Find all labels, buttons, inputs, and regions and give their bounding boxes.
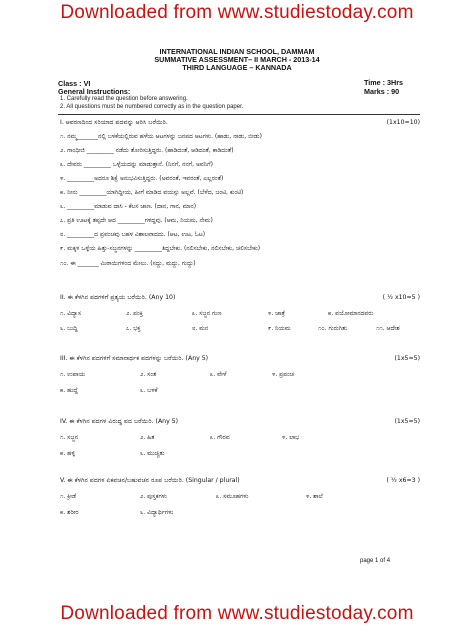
word-item: ೨. ಪಂಕ್ತಿ [126,310,143,317]
exam-title: SUMMATIVE ASSESSMENT– II MARCH - 2013-14 [154,55,320,64]
instruction-2: 2. All questions must be numbered correctly as in the question paper. [60,104,244,110]
word-item: ೧೦. ಗುರುಗಿತು [318,325,348,332]
word-item: ೫. ಹುದ್ದೆ [60,387,78,394]
word-item: ೩. ಗೌರವ [210,434,230,441]
question-item: ೨. ಗಾಂಧೀಜಿ _________ ನಡೆದು ತೋರಿಸುತ್ತಿದ್ದರು. (ಹಾಡಿದಂತೆ, ಆಡಿದಂತೆ, ಕಾಡಿದಂತೆ) [60,147,234,154]
section-1-marks: (1x10=10) [386,119,420,126]
word-item: ೬. ವಿದ್ಯಾರ್ಥಿಗಳು [140,509,174,516]
section-5-instruction: V. ಈ ಕೆಳಗಿನ ಪದಗಳ ಏಕವಚನ/ಬಹುವಚನ ರೂಪ ಬರೆಯಿರಿ. (Singular / plural) [60,477,240,484]
word-item: ೨. ಹಿತ [140,434,155,441]
word-item: ೩. ಸಮೂಹಗಳು [216,493,249,500]
section-4-instruction: IV. ಈ ಕೆಳಗಿನ ಪದಗಳ ವಿರುದ್ಧ ಪದ ಬರೆಯಿರಿ. (Any 5) [60,418,179,425]
section-1-title [60,119,420,127]
section-4-marks: (1x5=5) [394,418,420,425]
section-3-marks: (1x5=5) [394,355,420,362]
word-item: ೧. ಕ್ರೀಡೆ [60,493,77,500]
section-5-marks: ( ½ x6=3 ) [386,477,420,484]
marks-label: Marks : 90 [364,87,400,96]
word-item: ೫. ವಯೋಮಾನದವರು [328,310,374,317]
instruction-1: 1. Carefully read the question before answering. [60,96,188,102]
question-item: ೧. ನಮ್ಮ_______ನಲ್ಲಿ ಬಳಕೆಯಲ್ಲಿರುವ ಹಳೆಯ ಆಟಗಳನ್ನು ಜನಪದ ಆಟಗಳು. (ಹಾಡು, ನಾಡು, ಬೀಡು) [60,133,262,140]
word-item: ೮. ಮನ [192,325,209,332]
word-item: ೪. ಶಾಲೆ [306,493,323,500]
school-name: INTERNATIONAL INDIAN SCHOOL, DAMMAM [159,47,315,56]
word-item: ೬. ಬಳಕೆ [140,387,158,394]
section-2-marks: ( ½ x10=5 ) [382,294,420,301]
word-item: ೫. ಶರೀರ [60,509,79,516]
word-item: ೧೧. ಆದೇಶ [376,325,400,332]
page-number: page 1 of 4 [360,558,391,564]
class-label: Class : VI [58,79,91,88]
section-4-title [60,418,420,426]
question-item: ೭. ಪ್ರತಿ ಊಟಕ್ಕೆ ತಪ್ಪದೇ ಆದ _________ಗಳಿದ್ದವು. (ಆಮ, ನಿಯಮ, ನೇಮ) [60,217,213,224]
general-instructions-heading: General Instructions: [58,87,131,96]
divider-line [58,114,420,115]
word-item: ೪. ಜಾತ್ರೆ [268,310,285,317]
word-item: ೫. ಹಳ್ಳಿ [60,450,75,457]
download-banner-top[interactable]: Downloaded from www.studiestoday.com [60,2,414,23]
section-5-title [60,477,420,485]
word-item: ೧. ಉಪಾಯ [60,371,86,378]
question-item: ೫. ನೀನು _________ಯಾಗಿದ್ದೀಯ, ಹೀಗೆ ಮಾಡಿದ ವಯಸ್ಸು ಅಲ್ಲವೆ. (ಬೆಳೆದ, ಜಂಟಿ, ಕುಂಟಿ) [60,189,244,196]
subject-title: THIRD LANGUAGE – KANNADA [182,63,292,72]
word-item: ೧. ವಿದ್ಯಾಸ [60,310,82,317]
section-3-instruction: III. ಈ ಕೆಳಗಿನ ಪದಗಳಿಗೆ ಸಮಾನಾರ್ಥಕ ಪದಗಳನ್ನು ಬರೆಯಿರಿ. (Any 5) [60,355,209,362]
word-item: ೯. ನಿಯಮ [268,325,291,332]
question-item: ೬. _________ಮಾಡುವ ದಾಸಿ - ಕೆಲಸ ಜಾಣ. (ದಾನ, ಗಾನ, ಮಾನ) [60,203,197,210]
word-item: ೩. ಸಜ್ಜನ ಗುಣ [192,310,222,317]
question-item: ೯. ಮಕ್ಕಳ ಒಳ್ಳೆಯ ಹಿತ್ತು-ಸಜ್ಜನಗಳನ್ನು _________ತಿದ್ದಬೇಕು. (ನಲಿಸಬೇಕು, ನಲಿಸಬೇಕು, ಚಲಿಸಬೇಕು) [60,245,261,252]
section-2-instruction: II. ಈ ಕೆಳಗಿನ ಪದಗಳಿಗೆ ಪ್ರತ್ಯಯ ಬರೆಯಿರಿ. (Any 10) [60,294,176,301]
section-1-instruction: I. ಆವರಣದಿಂದ ಸರಿಯಾದ ಪದವನ್ನು ಆರಿಸಿ ಬರೆಯಿರಿ. [60,119,168,126]
word-item: ೬. ಮುಚ್ಚಿತು [140,450,165,457]
time-label: Time : 3Hrs [364,78,404,87]
question-item: ೪. _________ಅದರೂ ಶಿಕ್ಷೆ ಅನುಭವಿಸುತ್ತಿದ್ದರು. (ಅವರಂತೆ, ಇವರಂತೆ, ಎಲ್ಲರಂತೆ) [60,175,224,182]
section-2-title [60,294,420,302]
word-item: ೨. ಪುಸ್ತಕಗಳು [140,493,167,500]
word-item: ೪. ಲಾಭ [282,434,300,441]
question-item: ೮. _________ದ ಪ್ರವಂಚವು ಬಹಳ ವಿಶಾಲವಾದದು. (ಆಟ, ಉಟ, ಓಟ) [60,231,206,238]
word-item: ೬. ಬುದ್ಧಿ [60,325,78,332]
word-item: ೩. ವೇಳೆ [210,371,227,378]
word-item: ೪. ಪ್ರಪಂಚ [272,371,294,378]
word-item: ೭. ಭಕ್ತ [126,325,141,332]
question-item: ೩. ದೇವರು _________ ಒಳ್ಳೆಯದನ್ನು ಮಾಡುತ್ತಾನೆ. (ನಿನಗೆ, ನನಗೆ, ಅವನಿಗೆ) [60,161,213,168]
download-banner-bottom[interactable]: Downloaded from www.studiestoday.com [60,603,414,624]
question-item: ೧೦. ಈ _______ ಮಿಠಾಯಿಗಳಿಂದ ಮೇಲು. (ಸದ್ದು, ಮದ್ದು, ಗುದ್ದು) [60,260,196,267]
word-item: ೨. ಸಂತ [140,371,157,378]
section-3-title [60,355,420,363]
word-item: ೧. ಸಜ್ಜನ [60,434,79,441]
